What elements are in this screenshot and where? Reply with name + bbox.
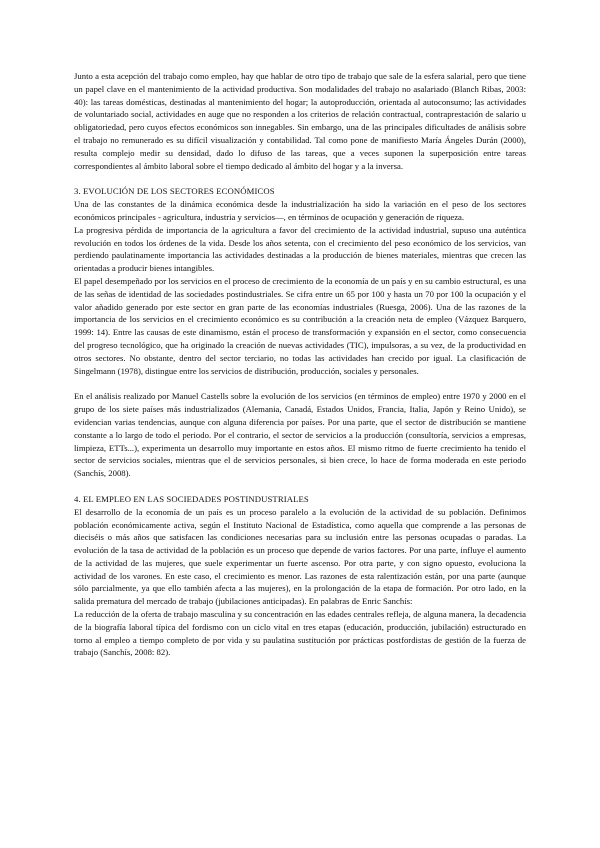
section-3-paragraph: Una de las constantes de la dinámica económica desde la industrialización ha sido la variación en el peso de los sectores económicos principales - agricultura, industria y servicios—, en términos de ocupación y generación de riqueza.	[74, 199, 526, 222]
spacer	[74, 480, 526, 493]
section-3-paragraph: La progresiva pérdida de importancia de la agricultura a favor del crecimiento de la actividad industrial, supuso una auténtica revolución en todos los órdenes de la vida. Desde los años setenta, con el crecimiento del peso económico de los servicios, van perdiendo paulatinamente importancia las actividades destinadas a la producción de bienes materiales, mientras que crecen las orientadas a producir bienes intangibles.	[74, 224, 526, 274]
spacer	[74, 172, 526, 185]
spacer	[74, 377, 526, 390]
section-3-heading: 3. EVOLUCIÓN DE LOS SECTORES ECONÓMICOS	[74, 186, 275, 197]
section-4-paragraph: La reducción de la oferta de trabajo masculina y su concentración en las edades centrales refleja, de alguna manera, la decadencia de la biografía laboral típica del fordismo con un ciclo vital en tres etapas (educación, producción, jubilación) estructurado en torno al empleo a tiempo completo de por vida y su paulatina sustitución por prácticas postfordistas de gestión de la fuerza de trabajo (Sanchís, 2008: 82).	[74, 609, 526, 658]
section-4-heading: 4. EL EMPLEO EN LAS SOCIEDADES POSTINDUSTRIALES	[74, 493, 309, 504]
section-3-paragraph: El papel desempeñado por los servicios en el proceso de crecimiento de la economía de un país y en su cambio estructural, es una de las señas de identidad de las sociedades postindustriales. Se cifra entre un 65 por 100 y hasta un 70 por 100 la ocupación y el valor añadido generado por este sector en gran parte de las economías industriales (Ruesga, 2006). Una de las razones de la importancia de los servicios en el crecimiento económico es su contribución a la creación neta de empleo (Vázquez Barquero, 1999: 14). Entre las causas de este dinamismo, están el proceso de transformación y expansión en el sector, como consecuencia del progreso tecnológico, que ha originado la creación de nuevas actividades (TIC), impulsoras, a su vez, de la productividad en otros sectores. No obstante, dentro del sector terciario, no todas las actividades han crecido por igual. La clasificación de Singelmann (1978), distingue entre los servicios de distribución, producción, sociales y personales.	[74, 275, 526, 376]
intro-paragraph: Junto a esta acepción del trabajo como empleo, hay que hablar de otro tipo de trabajo que sale de la esfera salarial, pero que tiene un papel clave en el mantenimiento de la actividad productiva. Son modalidades del trabajo no asalariado (Blanch Ribas, 2003: 40): las tareas domésticas, destinadas al mantenimiento del hogar; la autoproducción, orientada al autoconsumo; las actividades de voluntariado social, actividades en auge que no responden a los criterios de relación contractual, contraprestación de salario u obligatoriedad, pero cuyos efectos económicos son innegables. Sin embargo, una de las principales dificultades de análisis sobre el trabajo no remunerado es su difícil visualización y contabilidad. Tal como pone de manifiesto María Ángeles Durán (2000), resulta complejo medir su densidad, dado lo difuso de las tareas, que a veces suponen la superposición entre tareas correspondientes al ámbito laboral sobre el tiempo dedicado al ámbito del hogar y a la inversa.	[74, 71, 526, 171]
section-3-paragraph: En el análisis realizado por Manuel Castells sobre la evolución de los servicios (en términos de empleo) entre 1970 y 2000 en el grupo de los siete países más industrializados (Alemania, Canadá, Estados Unidos, Francia, Italia, Japón y Reino Unido), se evidencian varias tendencias, aunque con alguna diferencia por países. Por una parte, que el sector de distribución se mantiene constante a lo largo de todo el periodo. Por el contrario, el sector de servicios a la producción (consultoría, servicios a empresas, limpieza, ETTs...), experimenta un desarrollo muy importante en estos años. El mismo ritmo de fuerte crecimiento ha tenido el sector de servicios sociales, mientras que el de servicios personales, si bien crece, lo hace de forma moderada en este periodo (Sanchís, 2008).	[74, 391, 526, 479]
section-4-paragraph: El desarrollo de la economía de un país es un proceso paralelo a la evolución de la actividad de su población. Definimos población económicamente activa, según el Instituto Nacional de Estadística, como aquella que comprende a las personas de dieciséis o más años que satisfacen las condiciones necesarias para su inclusión entre las personas ocupadas o paradas. La evolución de la tasa de actividad de la población es un proceso que depende de varios factores. Por una parte, influye el aumento de la actividad de las mujeres, que suele experimentar un fuerte ascenso. Por otra parte, y con signo opuesto, evoluciona la actividad de los varones. En este caso, el crecimiento es menor. Las razones de esta ralentización están, por una parte (aunque sólo parcialmente, ya que ello también afecta a las mujeres), en la prolongación de la etapa de formación. Por otro lado, en la salida prematura del mercado de trabajo (jubilaciones anticipadas). En palabras de Enric Sanchís:	[74, 506, 526, 607]
